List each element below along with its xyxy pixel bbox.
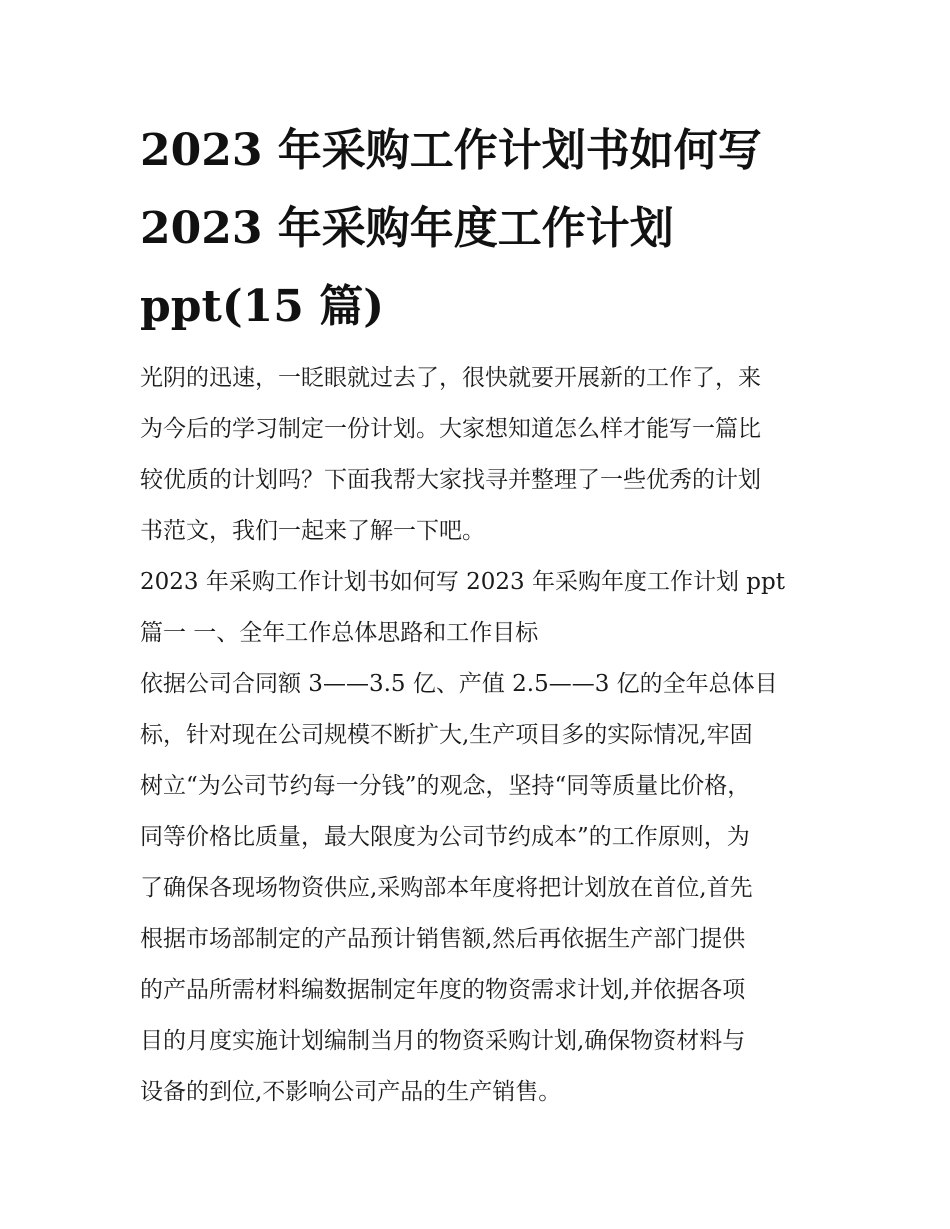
document-title: 2023 年采购工作计划书如何写 2023 年采购年度工作计划 ppt(15 篇)	[140, 125, 762, 332]
body-paragraph: 依据公司合同额 3——3.5 亿、产值 2.5——3 亿的全年总体目 标，针对现在公司规模不断扩大,生产项目多的实际情况,牢固 树立“为公司节约每一分钱”的观念，坚持“同等质量比价格， 同等价格比质量，最大限度为公司节约成本”的工作原则，为 了确保各现场物资供应,采购部本年度将把计划放在首位,首先 根据市场部制定的产品预计销售额,然后再依据生产部门提供 的产品所需材料编数据制定年度的物资需求计划,并依据各项 目的月度实施计划编制当月的物资采购计划,确保物资材料与 设备的到位,不影响公司产品的生产销售。	[140, 671, 778, 1105]
document-subtitle: 2023 年采购工作计划书如何写 2023 年采购年度工作计划 ppt	[140, 569, 785, 595]
intro-paragraph: 光阴的迅速，一眨眼就过去了，很快就要开展新的工作了，来 为今后的学习制定一份计划。大家想知道怎么样才能写一篇比 较优质的计划吗？下面我帮大家找寻并整理了一些优秀的计划 书范文，我们一起来了解一下吧。	[140, 365, 761, 544]
section-heading: 篇一 一、全年工作总体思路和工作目标	[140, 620, 539, 646]
